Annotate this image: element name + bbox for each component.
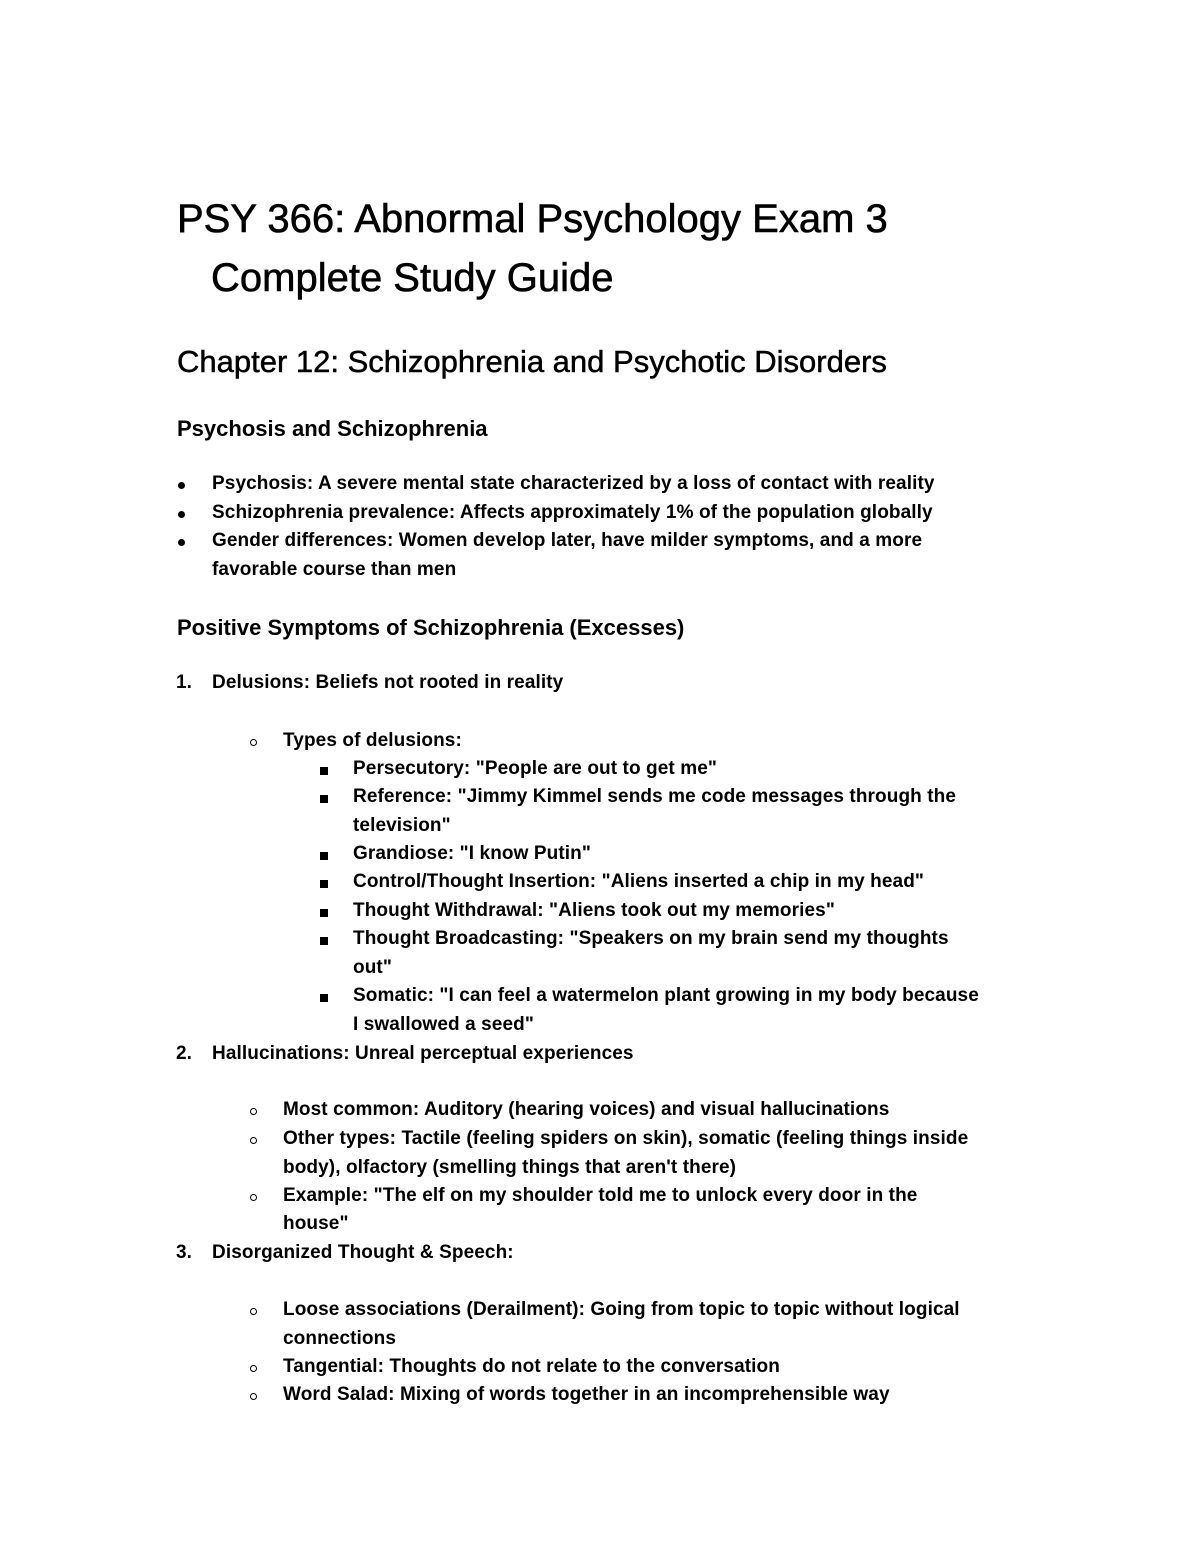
hollow-bullet [250,739,257,746]
title-line-1: PSY 366: Abnormal Psychology Exam 3 [177,197,888,241]
sub-sub-list-item: Thought Withdrawal: "Aliens took out my memories" [353,900,835,921]
sub-list-item: Other types: Tactile (feeling spiders on skin), somatic (feeling things inside [283,1128,969,1149]
hollow-bullet [250,1393,257,1400]
sub-list-item: Types of delusions: [283,730,462,751]
sub-sub-list-item: Reference: "Jimmy Kimmel sends me code messages through the [353,786,957,807]
list-number: 1. [176,672,192,693]
square-bullet [320,880,328,888]
bullet-dot [178,482,185,489]
sub-sub-list-item: Grandiose: "I know Putin" [353,843,591,864]
sub-list-item-continued: connections [283,1328,397,1349]
sub-list-item: Loose associations (Derailment): Going from topic to topic without logical [283,1299,960,1320]
hollow-bullet [250,1137,257,1144]
list-item: Hallucinations: Unreal perceptual experiences [212,1043,634,1064]
hollow-bullet [250,1365,257,1372]
sub-list-item: Word Salad: Mixing of words together in an incomprehensible way [283,1384,890,1405]
chapter-heading: Chapter 12: Schizophrenia and Psychotic Disorders [177,344,887,379]
list-number: 3. [176,1242,192,1263]
square-bullet [320,937,328,945]
title-line-2: Complete Study Guide [211,256,614,300]
square-bullet [320,909,328,917]
hollow-bullet [250,1308,257,1315]
square-bullet [320,994,328,1002]
bullet-item: Gender differences: Women develop later, have milder symptoms, and a more [212,530,923,551]
hollow-bullet [250,1108,257,1115]
section-heading-positive-symptoms: Positive Symptoms of Schizophrenia (Excesses) [177,615,685,640]
sub-sub-list-item: Thought Broadcasting: "Speakers on my brain send my thoughts [353,928,949,949]
sub-sub-list-item-continued: I swallowed a seed" [353,1014,534,1035]
square-bullet [320,852,328,860]
bullet-item: Schizophrenia prevalence: Affects approximately 1% of the population globally [212,502,933,523]
bullet-dot [178,511,185,518]
list-number: 2. [176,1043,192,1064]
hollow-bullet [250,1194,257,1201]
sub-list-item: Tangential: Thoughts do not relate to the conversation [283,1356,780,1377]
sub-list-item: Example: "The elf on my shoulder told me to unlock every door in the [283,1185,918,1206]
sub-list-item-continued: house" [283,1213,349,1234]
square-bullet [320,795,328,803]
bullet-item-continued: favorable course than men [212,559,457,580]
sub-list-item: Most common: Auditory (hearing voices) and visual hallucinations [283,1099,890,1120]
list-item: Disorganized Thought & Speech: [212,1242,514,1263]
square-bullet [320,767,328,775]
sub-sub-list-item: Persecutory: "People are out to get me" [353,758,718,779]
sub-sub-list-item: Somatic: "I can feel a watermelon plant growing in my body because [353,985,979,1006]
sub-sub-list-item-continued: out" [353,957,392,978]
bullet-item: Psychosis: A severe mental state characterized by a loss of contact with reality [212,473,935,494]
sub-sub-list-item-continued: television" [353,815,451,836]
list-item: Delusions: Beliefs not rooted in reality [212,672,564,693]
section-heading-psychosis: Psychosis and Schizophrenia [177,416,488,441]
sub-sub-list-item: Control/Thought Insertion: "Aliens inserted a chip in my head" [353,871,925,892]
document-title [177,190,1077,308]
bullet-dot [178,539,185,546]
sub-list-item-continued: body), olfactory (smelling things that aren't there) [283,1157,737,1178]
